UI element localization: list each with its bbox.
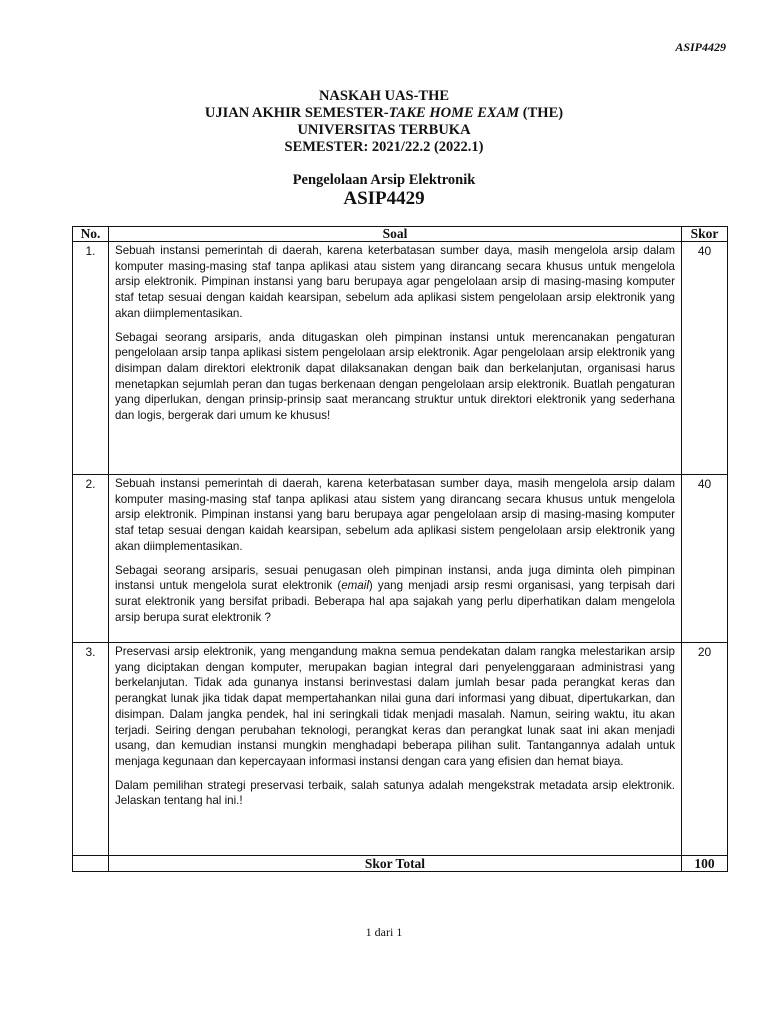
question-text bbox=[109, 475, 682, 643]
header-semester: SEMESTER: 2021/22.2 (2022.1) bbox=[284, 139, 484, 155]
question-score: 40 bbox=[682, 475, 728, 643]
total-value: 100 bbox=[682, 856, 728, 872]
question-paragraph: Sebuah instansi pemerintah di daerah, karena keterbatasan sumber daya, masih mengelola arsip dalam komputer masing-masing staf tanpa aplikasi atau sistem yang dirancang secara khusus untuk mengelola arsip elektronik. Pimpinan instansi yang baru berupaya agar pengelolaan arsip di masing-masing komputer staf tetap sesuai dengan kaidah kearsipan, sebelum ada aplikasi sistem pengelolaan arsip elektronik yang akan diimplementasikan. bbox=[115, 244, 675, 320]
exam-header bbox=[0, 88, 768, 156]
question-number: 1. bbox=[73, 242, 109, 475]
question-number: 3. bbox=[73, 643, 109, 856]
document-code: ASIP4429 bbox=[675, 40, 726, 54]
header-soal: Soal bbox=[109, 227, 682, 242]
question-paragraph: Sebuah instansi pemerintah di daerah, karena keterbatasan sumber daya, masih mengelola arsip dalam komputer masing-masing staf tanpa aplikasi atau sistem yang dirancang secara khusus untuk mengelola arsip elektronik. Pimpinan instansi yang baru berupaya agar pengelolaan arsip di masing-masing komputer staf tetap sesuai dengan kaidah kearsipan, sebelum ada aplikasi sistem pengelolaan arsip elektronik yang akan diimplementasikan. bbox=[115, 477, 675, 553]
header-title: NASKAH UAS-THE bbox=[318, 88, 450, 104]
table-header-row bbox=[73, 227, 728, 242]
course-code: ASIP4429 bbox=[343, 188, 425, 209]
question-paragraph: Sebagai seorang arsiparis, sesuai penugasan oleh pimpinan instansi, anda juga diminta oleh pimpinan instansi untuk mengelola surat elektronik (email) yang menjadi arsip resmi organisasi, yang terpisah dari surat elektronik yang bersifat pribadi. Beberapa hal apa sajakah yang perlu diperhatikan dalam mengelola arsip berupa surat elektronik ? bbox=[115, 563, 676, 624]
header-university: UNIVERSITAS TERBUKA bbox=[297, 122, 471, 138]
question-text bbox=[109, 242, 682, 475]
question-score: 40 bbox=[682, 242, 728, 475]
course-name: Pengelolaan Arsip Elektronik bbox=[292, 172, 476, 188]
question-paragraph: Dalam pemilihan strategi preservasi terbaik, salah satunya adalah mengekstrak metadata arsip elektronik. Jelaskan tentang hal ini.! bbox=[115, 778, 675, 808]
total-row bbox=[73, 856, 728, 872]
page-number: 1 dari 1 bbox=[365, 925, 403, 939]
total-empty-cell bbox=[73, 856, 109, 872]
question-score: 20 bbox=[682, 643, 728, 856]
table-row bbox=[73, 242, 728, 475]
table-row bbox=[73, 643, 728, 856]
question-table bbox=[72, 226, 728, 872]
question-number: 2. bbox=[73, 475, 109, 643]
question-text bbox=[109, 643, 682, 856]
question-paragraph: Preservasi arsip elektronik, yang mengandung makna semua pendekatan dalam rangka melestarikan arsip yang diciptakan dengan komputer, merupakan bagian integral dari penyelenggaraan administrasi yang berkelanjutan. Tidak ada gunanya instansi berinvestasi dalam jumlah besar pada perangkat keras dan perangkat lunak jika tidak dapat mempertahankan nilai guna dari informasi yang dibuat, dipertukarkan, dan disimpan. Dalam jangka pendek, hal ini seringkali tidak menjadi masalah. Namun, seiring waktu, itu akan terjadi. Seiring dengan perubahan teknologi, perangkat keras dan perangkat lunak saat ini akan menjadi usang, dan kemudian instansi mungkin menghadapi beberapa pilihan sulit. Tantangannya adalah untuk menjaga kegunaan dan kepercayaan informasi instansi dengan cara yang efisien dan hemat biaya. bbox=[115, 645, 675, 768]
table-row bbox=[73, 475, 728, 643]
question-paragraph: Sebagai seorang arsiparis, anda ditugaskan oleh pimpinan instansi untuk merencanakan pengaturan pengelolaan arsip tanpa aplikasi sistem pengelolaan arsip elektronik. Agar pengelolaan arsip elektronik yang disimpan dalam direktori elektronik dapat dilaksanakan dengan baik dan berkelanjutan, organisasi harus menetapkan sejumlah peran dan tugas berkenaan dengan pengelolaan arsip elektronik. Buatlah pengaturan yang diperlukan, dengan prinsip-prinsip saat merancang struktur untuk direktori elektronik yang sederhana dan logis, bergerak dari umum ke khusus! bbox=[115, 330, 675, 423]
header-exam-type: UJIAN AKHIR SEMESTER-TAKE HOME EXAM (THE) bbox=[204, 105, 564, 121]
total-label: Skor Total bbox=[109, 856, 682, 872]
header-no: No. bbox=[73, 227, 109, 242]
header-skor: Skor bbox=[682, 227, 728, 242]
